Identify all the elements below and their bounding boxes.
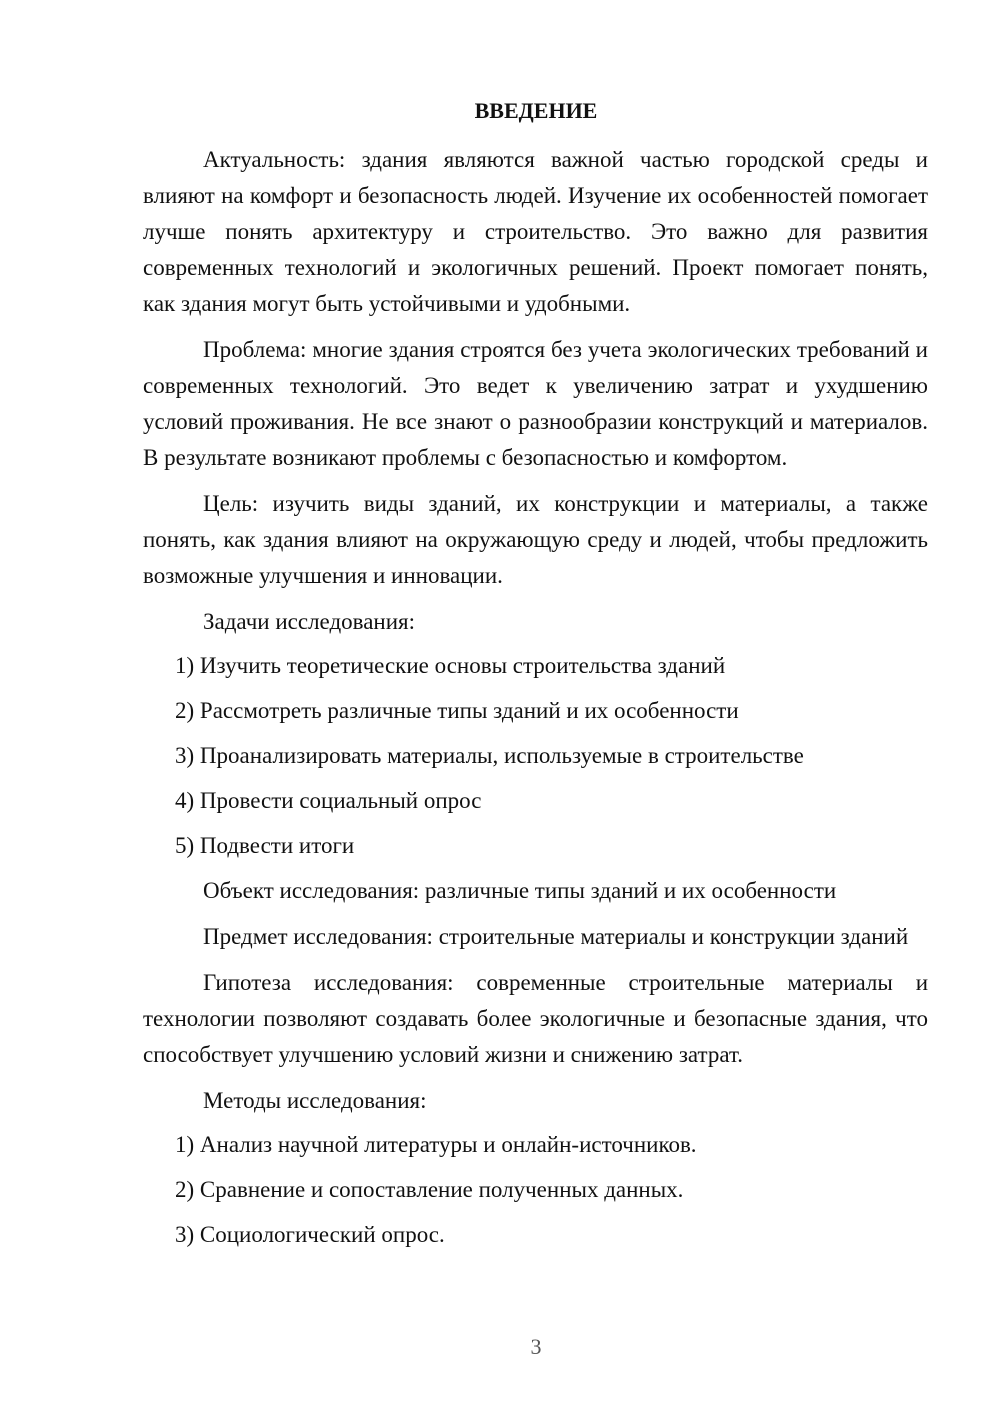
relevance-paragraph: Актуальность: здания являются важной частью городской среды и влияют на комфорт и безопасность людей. Изучение их особенностей помогает лучше понять архитектуру и строительство. Это важно для развития современных технологий и экологичных решений. Проект помогает понять, как здания могут быть устойчивыми и удобными. — [143, 147, 928, 316]
page-number: 3 — [530, 1334, 542, 1359]
list-item: 4) Провести социальный опрос — [175, 788, 482, 813]
methods-list — [143, 1127, 928, 1253]
section-heading: ВВЕДЕНИЕ — [474, 98, 598, 123]
list-item: 3) Социологический опрос. — [175, 1222, 445, 1247]
list-item: 5) Подвести итоги — [175, 833, 355, 858]
list-item: 2) Рассмотреть различные типы зданий и их особенности — [175, 698, 739, 723]
page-content — [143, 142, 928, 1262]
list-item: 1) Анализ научной литературы и онлайн-источников. — [175, 1132, 697, 1157]
list-item: 3) Проанализировать материалы, используемые в строительстве — [175, 743, 804, 768]
subject-paragraph: Предмет исследования: строительные материалы и конструкции зданий — [203, 924, 909, 949]
list-item: 1) Изучить теоретические основы строительства зданий — [175, 653, 726, 678]
tasks-list — [143, 648, 928, 864]
methods-label: Методы исследования: — [203, 1088, 427, 1113]
problem-paragraph: Проблема: многие здания строятся без учета экологических требований и современных технологий. Это ведет к увеличению затрат и ухудшению условий проживания. Не все знают о разнообразии конструкций и материалов. В результате возникают проблемы с безопасностью и комфортом. — [143, 337, 928, 470]
goal-paragraph: Цель: изучить виды зданий, их конструкции и материалы, а также понять, как здания влияют на окружающую среду и людей, чтобы предложить возможные улучшения и инновации. — [143, 491, 928, 588]
tasks-label: Задачи исследования: — [203, 609, 416, 634]
hypothesis-paragraph: Гипотеза исследования: современные строительные материалы и технологии позволяют создавать более экологичные и безопасные здания, что способствует улучшению условий жизни и снижению затрат. — [143, 970, 928, 1067]
object-paragraph: Объект исследования: различные типы зданий и их особенности — [203, 878, 837, 903]
list-item: 2) Сравнение и сопоставление полученных данных. — [175, 1177, 684, 1202]
